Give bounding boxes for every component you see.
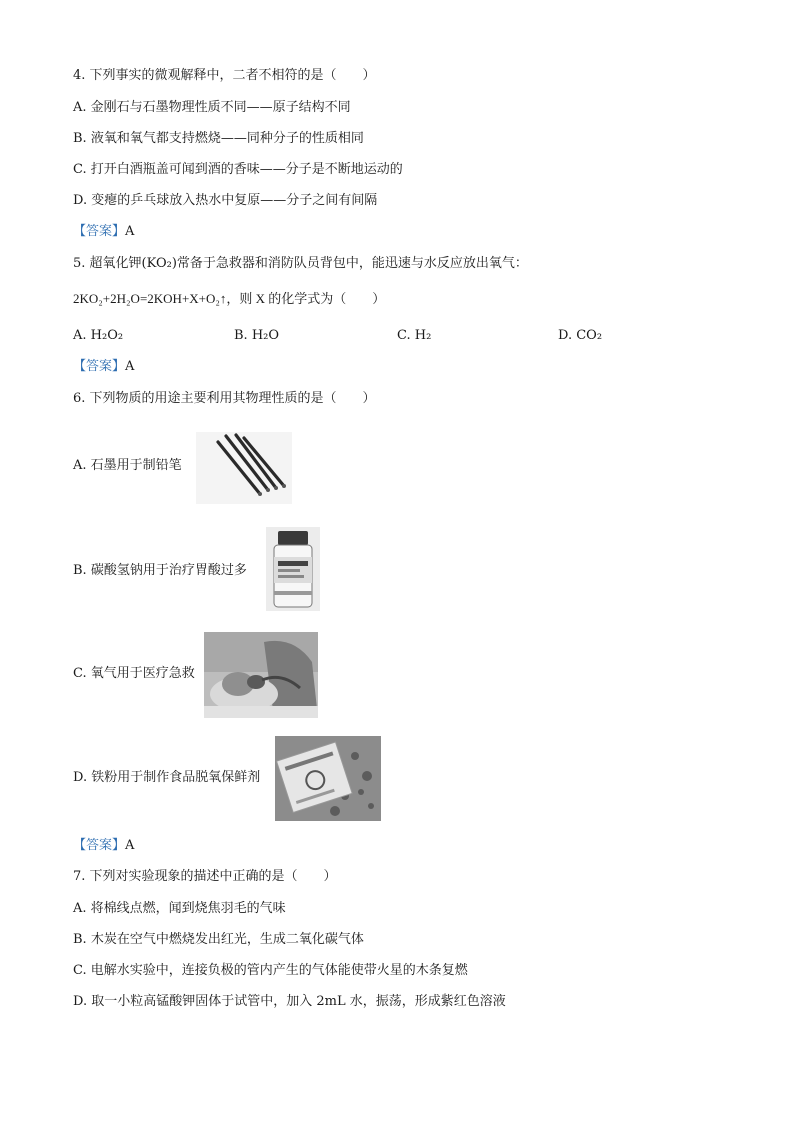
- answer-value: A: [125, 838, 135, 853]
- q4-option-c: C. 打开白酒瓶盖可闻到酒的香味——分子是不断地运动的: [73, 162, 403, 177]
- q6-option-b: B. 碳酸氢钠用于治疗胃酸过多: [73, 563, 247, 578]
- q5-option-d: D. CO₂: [558, 328, 603, 343]
- deoxidizer-packet-photo: [275, 736, 381, 821]
- q5-equation: 2KO₂+2H₂O=2KOH+X+O₂↑，则 X 的化学式为（ ）: [73, 291, 386, 306]
- answer-label: 【答案】: [73, 224, 126, 239]
- answer-value: A: [125, 224, 135, 239]
- q4-option-d: D. 变瘪的乒乓球放入热水中复原——分子之间有间隔: [73, 193, 378, 208]
- q4-option-a: A. 金刚石与石墨物理性质不同——原子结构不同: [73, 100, 351, 115]
- q7-option-b: B. 木炭在空气中燃烧发出红光，生成二氧化碳气体: [73, 932, 364, 947]
- q4-option-b: B. 液氧和氧气都支持燃烧——同种分子的性质相同: [73, 131, 364, 146]
- q5-answer: [73, 358, 134, 376]
- q5-option-c: C. H₂: [397, 328, 432, 343]
- q6-answer: [73, 837, 134, 855]
- q6-option-a: A. 石墨用于制铅笔: [73, 458, 182, 473]
- answer-label: 【答案】: [73, 359, 126, 374]
- q7-stem: 7. 下列对实验现象的描述中正确的是（ ）: [73, 869, 337, 884]
- q6-option-c: C. 氧气用于医疗急救: [73, 666, 195, 681]
- q4-stem: 4. 下列事实的微观解释中，二者不相符的是（ ）: [73, 68, 376, 83]
- oxygen-mask-photo: [204, 632, 318, 718]
- q4-answer: [73, 223, 134, 241]
- q5-option-a: A. H₂O₂: [73, 328, 124, 343]
- q7-option-d: D. 取一小粒高锰酸钾固体于试管中，加入 2mL 水，振荡，形成紫红色溶液: [73, 994, 506, 1009]
- q5-option-b: B. H₂O: [234, 328, 280, 343]
- answer-value: A: [125, 359, 135, 374]
- q5-stem: 5. 超氧化钾(KO₂)常备于急救器和消防队员背包中，能迅速与水反应放出氧气：: [73, 256, 528, 271]
- q6-option-d: D. 铁粉用于制作食品脱氧保鲜剂: [73, 770, 261, 785]
- q6-stem: 6. 下列物质的用途主要利用其物理性质的是（ ）: [73, 391, 376, 406]
- pencils-photo: [196, 432, 292, 504]
- medicine-bottle-photo: [266, 527, 320, 611]
- answer-label: 【答案】: [73, 838, 126, 853]
- q7-option-a: A. 将棉线点燃，闻到烧焦羽毛的气味: [73, 901, 286, 916]
- q7-option-c: C. 电解水实验中，连接负极的管内产生的气体能使带火星的木条复燃: [73, 963, 468, 978]
